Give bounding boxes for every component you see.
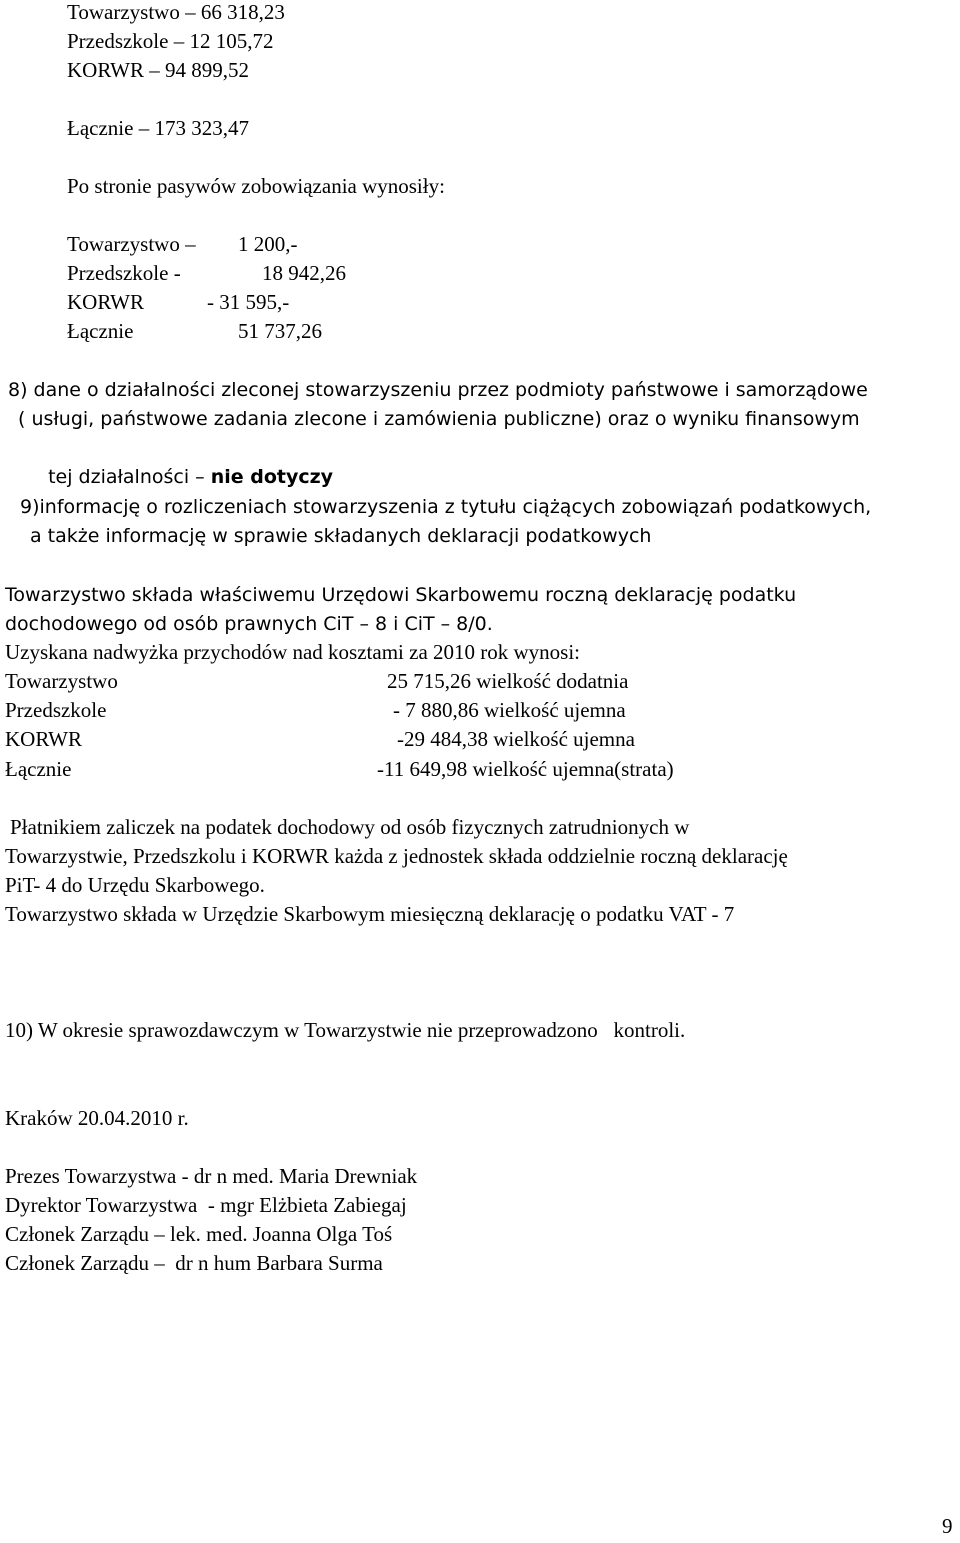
section8-line: ( usługi, państwowe zadania zlecone i zamówienia publiczne) oraz o wyniku finansowym bbox=[18, 408, 860, 430]
page-number: 9 bbox=[942, 1514, 953, 1538]
asset-line: KORWR – 94 899,52 bbox=[67, 58, 250, 82]
section10: 10) W okresie sprawozdawczym w Towarzystwie nie przeprowadzono kontroli. bbox=[5, 1018, 686, 1042]
surplus-label: Towarzystwo bbox=[5, 669, 118, 693]
signatory: Prezes Towarzystwa - dr n med. Maria Drewniak bbox=[5, 1164, 418, 1188]
liabilities-intro: Po stronie pasywów zobowiązania wynosiły: bbox=[67, 174, 445, 198]
signatory: Członek Zarządu – dr n hum Barbara Surma bbox=[5, 1251, 383, 1275]
surplus-intro: Uzyskana nadwyżka przychodów nad kosztami za 2010 rok wynosi: bbox=[5, 640, 581, 664]
section8-text: tej działalności – bbox=[48, 466, 211, 488]
signatory: Dyrektor Towarzystwa - mgr Elżbieta Zabiegaj bbox=[5, 1193, 407, 1217]
surplus-value: -11 649,98 wielkość ujemna(strata) bbox=[377, 757, 674, 781]
section8-line bbox=[36, 434, 333, 492]
payer-line: Płatnikiem zaliczek na podatek dochodowy od osób fizycznych zatrudnionych w bbox=[10, 815, 690, 839]
surplus-value: - 7 880,86 wielkość ujemna bbox=[393, 698, 626, 722]
section9-heading: a także informację w sprawie składanych deklaracji podatkowych bbox=[30, 525, 652, 547]
liability-value: 18 942,26 bbox=[262, 261, 346, 285]
payer-line: Towarzystwie, Przedszkolu i KORWR każda z jednostek składa oddzielnie roczną deklarację bbox=[5, 844, 788, 868]
liability-label: Towarzystwo – bbox=[67, 232, 196, 256]
asset-total: Łącznie – 173 323,47 bbox=[67, 116, 249, 140]
surplus-value: 25 715,26 wielkość dodatnia bbox=[387, 669, 629, 693]
surplus-label: Łącznie bbox=[5, 757, 72, 781]
section9-heading: 9)informację o rozliczeniach stowarzyszenia z tytułu ciążących zobowiązań podatkowych, bbox=[20, 496, 872, 518]
liability-label: Przedszkole - bbox=[67, 261, 181, 285]
asset-line: Przedszkole – 12 105,72 bbox=[67, 29, 274, 53]
asset-line: Towarzystwo – 66 318,23 bbox=[67, 0, 285, 24]
surplus-value: -29 484,38 wielkość ujemna bbox=[397, 727, 635, 751]
liability-label: Łącznie bbox=[67, 319, 134, 343]
place-date: Kraków 20.04.2010 r. bbox=[5, 1106, 189, 1130]
signatory: Członek Zarządu – lek. med. Joanna Olga Toś bbox=[5, 1222, 393, 1246]
section8-bold: nie dotyczy bbox=[210, 466, 334, 488]
surplus-label: KORWR bbox=[5, 727, 83, 751]
payer-line: PiT- 4 do Urzędu Skarbowego. bbox=[5, 873, 265, 897]
liability-label: KORWR bbox=[67, 290, 145, 314]
section9-paragraph: Towarzystwo składa właściwemu Urzędowi Skarbowemu roczną deklarację podatku bbox=[5, 584, 797, 606]
section8-line: 8) dane o działalności zleconej stowarzyszeniu przez podmioty państwowe i samorządowe bbox=[8, 379, 868, 401]
surplus-label: Przedszkole bbox=[5, 698, 107, 722]
payer-line: Towarzystwo składa w Urzędzie Skarbowym miesięczną deklarację o podatku VAT - 7 bbox=[5, 902, 735, 926]
section9-paragraph: dochodowego od osób prawnych CiT – 8 i CiT – 8/0. bbox=[5, 613, 493, 635]
liability-value: - 31 595,- bbox=[207, 290, 290, 314]
liability-value: 51 737,26 bbox=[238, 319, 322, 343]
liability-value: 1 200,- bbox=[238, 232, 298, 256]
